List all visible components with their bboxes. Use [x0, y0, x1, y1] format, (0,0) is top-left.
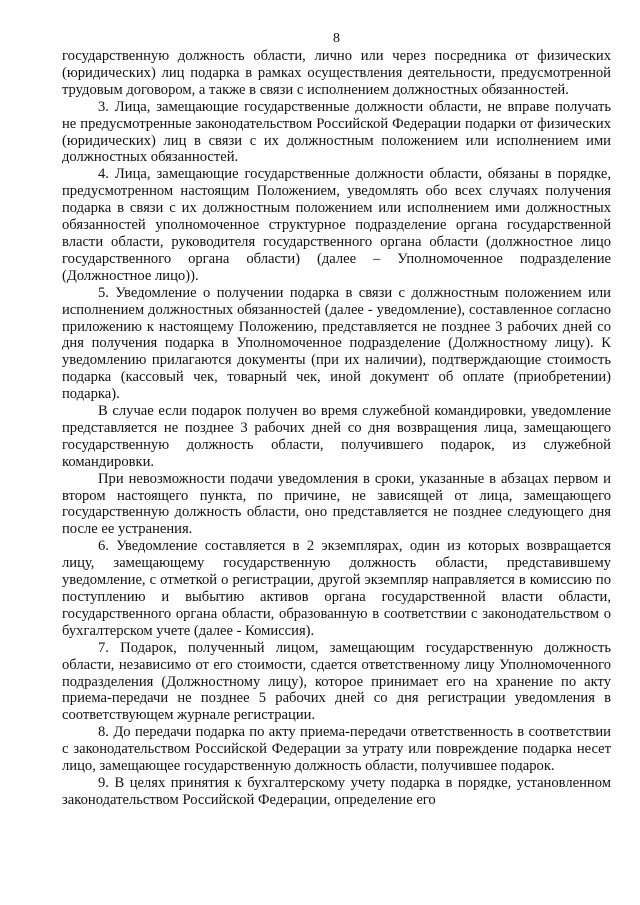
paragraph-item-4: 4. Лица, замещающие государственные должности области, обязаны в порядке, предусмотренном настоящим Положением, уведомлять обо всех случаях получения подарка в связи с их должностным положением или исполнением ими должностных обязанностей уполномоченное структурное подразделение органа государственной власти области, руководителя государственного органа области (должностное лицо государственного органа области) (далее – Уполномоченное подразделение (Должностное лицо)). — [62, 166, 611, 284]
paragraph-item-5-business-trip: В случае если подарок получен во время служебной командировки, уведомление представляется не позднее 3 рабочих дней со дня возвращения лица, замещающего государственную должность области, получившего подарок, из служебной командировки. — [62, 403, 611, 470]
paragraph-item-9: 9. В целях принятия к бухгалтерскому учету подарка в порядке, установленном законодательством Российской Федерации, определение его — [62, 774, 611, 808]
paragraph-item-5-impossibility: При невозможности подачи уведомления в сроки, указанные в абзацах первом и втором настоящего пункта, по причине, не зависящей от лица, замещающего государственную должность области, оно представляется не позднее следующего дня после ее устранения. — [62, 470, 611, 538]
paragraph-item-5: 5. Уведомление о получении подарка в связи с должностным положением или исполнением должностных обязанностей (далее - уведомление), составленное согласно приложению к настоящему Положению, представляется не позднее 3 рабочих дней со дня получения подарка в Уполномоченное подразделение (Должностному лицу). К уведомлению прилагаются документы (при их наличии), подтверждающие стоимость подарка (кассовый чек, товарный чек, иной документ об оплате (приобретении) подарка). — [62, 284, 611, 403]
paragraph-continuation: государственную должность области, лично или через посредника от физических (юридических) лиц подарка в рамках осуществления деятельности, предусмотренной трудовым договором, а также в связи с исполнением должностных обязанностей. — [62, 48, 611, 98]
paragraph-item-8: 8. До передачи подарка по акту приема-передачи ответственность в соответствии с законодательством Российской Федерации за утрату или повреждение подарка несет лицо, замещающее государственную должность области, получившее подарок. — [62, 724, 611, 775]
paragraph-item-3: 3. Лица, замещающие государственные должности области, не вправе получать не предусмотренные законодательством Российской Федерации подарки от физических (юридических) лиц в связи с их должностным положением или исполнением ими должностных обязанностей. — [62, 98, 611, 166]
paragraph-item-6: 6. Уведомление составляется в 2 экземплярах, один из которых возвращается лицу, замещающему государственную должность области, представившему уведомление, с отметкой о регистрации, другой экземпляр направляется в комиссию по поступлению и выбытию активов органа государственной власти области, государственного органа области, образованную в соответствии с законодательством о бухгалтерском учете (далее - Комиссия). — [62, 538, 611, 639]
page-number: 8 — [333, 31, 340, 46]
paragraph-item-7: 7. Подарок, полученный лицом, замещающим государственную должность области, независимо от его стоимости, сдается ответственному лицу Уполномоченного подразделения (Должностному лицу), которое принимает его на хранение по акту приема-передачи не позднее 5 рабочих дней со дня регистрации уведомления в соответствующем журнале регистрации. — [62, 639, 611, 724]
